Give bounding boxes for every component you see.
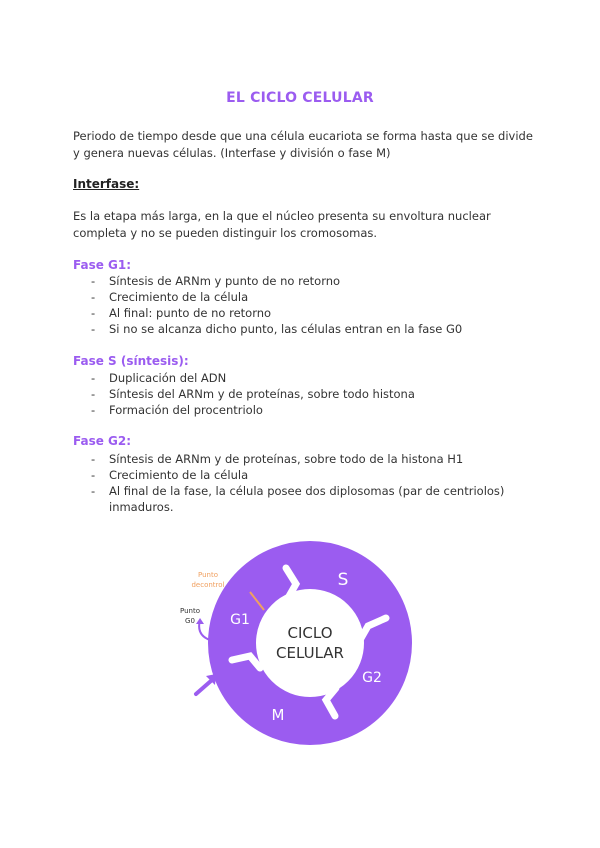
segment-label-g1: G1 bbox=[230, 612, 250, 628]
list-item: - Síntesis de ARNm y punto de no retorno bbox=[73, 273, 543, 289]
list-item: - Crecimiento de la célula bbox=[73, 289, 543, 305]
segment-label-m: M bbox=[271, 706, 285, 724]
list-item: - Síntesis de ARNm y de proteínas, sobre todo de la histona H1 bbox=[73, 451, 543, 467]
segment-label-g2: G2 bbox=[362, 670, 382, 686]
list-item: - Al final: punto de no retorno bbox=[73, 305, 543, 321]
checkpoint-label-2: decontrol bbox=[191, 581, 225, 589]
intro-paragraph: Periodo de tiempo desde que una célula eucariota se forma hasta que se divide y genera nuevas células. (Interfase y división o fase M) bbox=[73, 129, 533, 160]
checkpoint-label-1: Punto bbox=[198, 571, 218, 579]
interfase-heading: Interfase: bbox=[73, 177, 140, 191]
entry-arrow bbox=[196, 680, 212, 694]
list-item: - Duplicación del ADN bbox=[73, 370, 543, 386]
center-label-2: CELULAR bbox=[276, 644, 344, 662]
cell-cycle-diagram bbox=[160, 540, 440, 760]
phase-g2-heading: Fase G2: bbox=[73, 434, 132, 448]
phase-g1-heading: Fase G1: bbox=[73, 258, 132, 272]
cell-cycle-svg bbox=[160, 540, 440, 760]
g0-label-2: G0 bbox=[185, 617, 195, 625]
interfase-paragraph: Es la etapa más larga, en la que el núcleo presenta su envoltura nuclear completa y no se pueden distinguir los cromosomas. bbox=[73, 209, 491, 240]
list-item: - Formación del procentriolo bbox=[73, 402, 543, 418]
g0-arrow-head-icon bbox=[196, 618, 204, 624]
list-item: - Si no se alcanza dicho punto, las células entran en la fase G0 bbox=[73, 321, 543, 337]
list-item: - Síntesis del ARNm y de proteínas, sobre todo histona bbox=[73, 386, 543, 402]
page-title: EL CICLO CELULAR bbox=[226, 90, 374, 106]
phase-s-heading: Fase S (síntesis): bbox=[73, 354, 189, 368]
phase-s-list bbox=[73, 370, 543, 418]
list-item: - Al final de la fase, la célula posee dos diplosomas (par de centriolos) inmaduros. bbox=[73, 483, 543, 515]
segment-label-s: S bbox=[337, 570, 349, 590]
phase-g2-list bbox=[73, 451, 543, 515]
center-circle bbox=[258, 591, 362, 695]
g0-label-1: Punto bbox=[180, 607, 200, 615]
phase-g1-list bbox=[73, 273, 543, 337]
center-label-1: CICLO bbox=[287, 624, 333, 642]
list-item: - Crecimiento de la célula bbox=[73, 467, 543, 483]
